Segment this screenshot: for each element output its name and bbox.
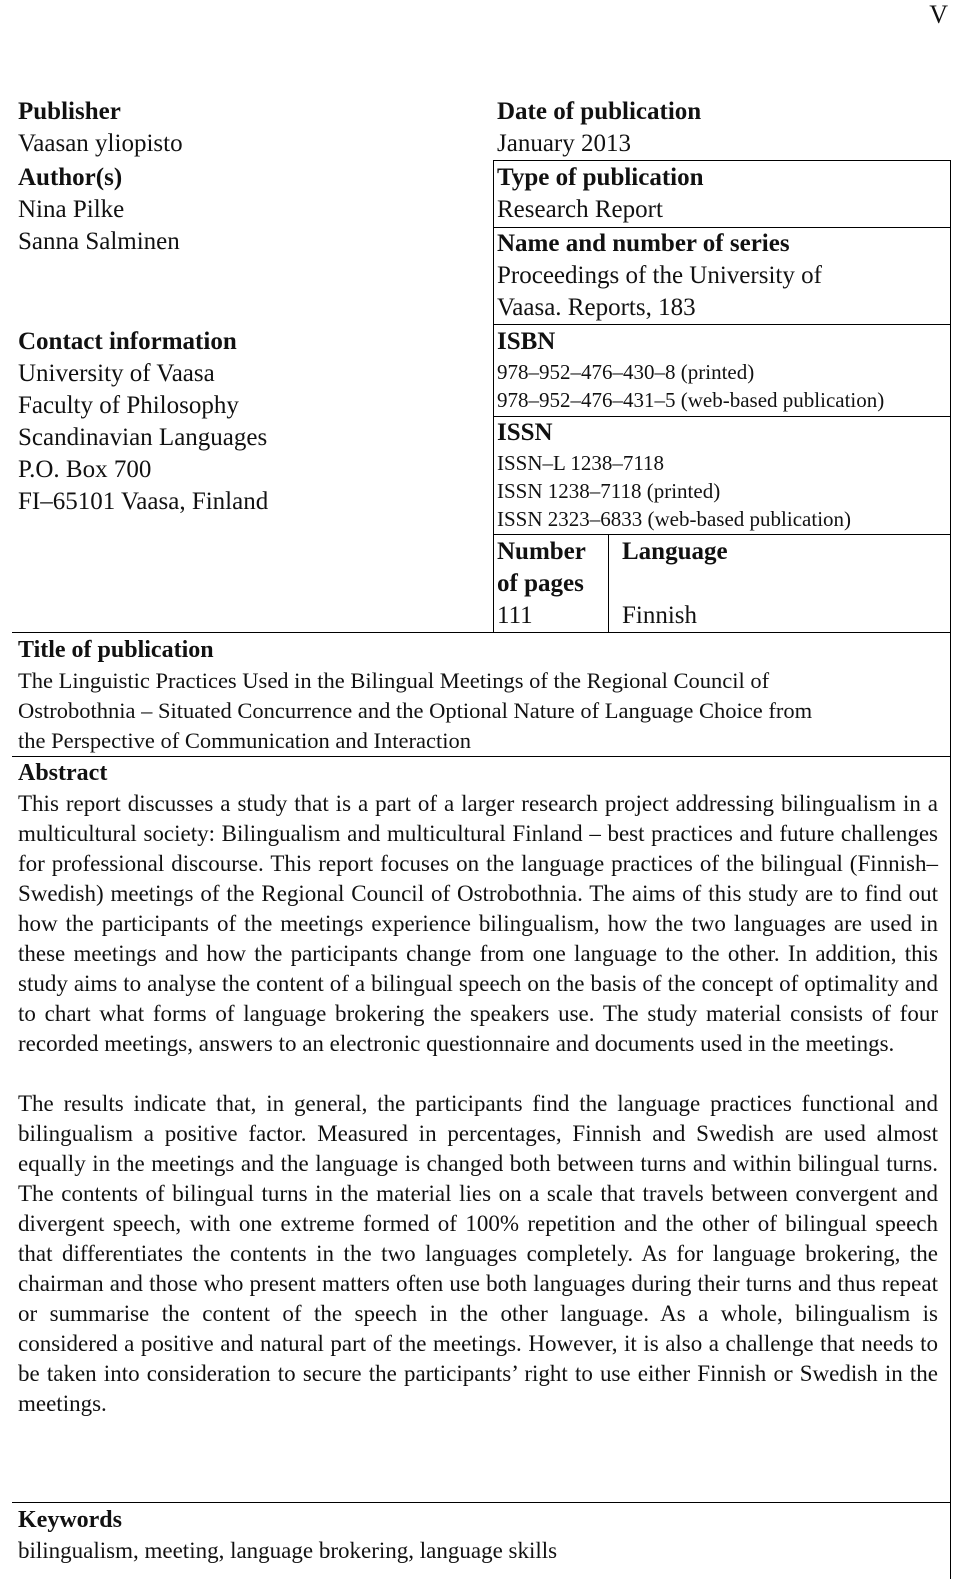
- contact-line: University of Vaasa: [18, 360, 215, 387]
- series-line: Proceedings of the University of: [497, 262, 822, 289]
- issn-line: ISSN 1238–7118 (printed): [497, 479, 721, 503]
- page-number: V: [929, 0, 948, 29]
- keywords-section: [18, 1504, 557, 1566]
- rule: [12, 1502, 950, 1503]
- series-label: Name and number of series: [497, 230, 790, 257]
- type-label: Type of publication: [497, 164, 704, 191]
- series-section: [497, 228, 822, 324]
- isbn-line: 978–952–476–430–8 (printed): [497, 360, 755, 384]
- abstract-paragraph: This report discusses a study that is a part of a larger research project addressing bilingualism in a multicultural society: Bilingualism and multicultural Finland – best practices and future challenges for professional discourse. This report focuses on the language practices of the bilingual (Finnish–Swedish) meetings of the Regional Council of Ostrobothnia. The aims of this study are to find out how the participants of the meetings experience bilingualism, how the two languages are used in these meetings and how the participants change from one language to the other. In addition, this study aims to analyse the content of a bilingual speech on the basis of the concept of optimality and to chart what forms of language brokering the speakers use. The study material consists of four recorded meetings, answers to an electronic questionnaire and documents used in the meetings.: [18, 791, 938, 1056]
- rule: [493, 160, 494, 632]
- contact-line: Scandinavian Languages: [18, 424, 268, 451]
- abstract-label: Abstract: [18, 760, 108, 786]
- isbn-section: [497, 326, 884, 414]
- contact-line: Faculty of Philosophy: [18, 392, 239, 419]
- rule: [493, 324, 950, 325]
- abstract-section: [18, 757, 938, 1419]
- issn-label: ISSN: [497, 419, 553, 446]
- publisher-label: Publisher: [18, 98, 121, 125]
- issn-line: ISSN–L 1238–7118: [497, 451, 665, 475]
- authors-section: [18, 162, 180, 258]
- contact-section: [18, 326, 268, 518]
- series-line: Vaasa. Reports, 183: [497, 294, 696, 321]
- issn-section: [497, 417, 851, 533]
- isbn-line: 978–952–476–431–5 (web-based publication): [497, 388, 885, 412]
- language-section: [622, 536, 728, 632]
- type-value: Research Report: [497, 196, 663, 223]
- rule: [608, 534, 609, 632]
- rule: [493, 534, 950, 535]
- contact-label: Contact information: [18, 328, 237, 355]
- author-name: Sanna Salminen: [18, 228, 180, 255]
- title-line: The Linguistic Practices Used in the Bilingual Meetings of the Regional Council of: [18, 668, 770, 693]
- rule: [950, 160, 951, 1579]
- date-section: [497, 96, 701, 160]
- pages-section: [497, 536, 586, 632]
- language-label: Language: [622, 538, 728, 565]
- authors-label: Author(s): [18, 164, 123, 191]
- language-value: Finnish: [622, 602, 698, 629]
- abstract-paragraph: The results indicate that, in general, the participants find the language practices functional and bilingualism a positive factor. Measured in percentages, Finnish and Swedish are used almost equally in the meetings and the language is changed both between turns and within bilingual turns. The contents of bilingual turns in the material lies on a scale that travels between convergent and divergent speech, with one extreme formed of 100% repetition and the other of bilingual speech that differentiates the contents in the two languages completely. As for language brokering, the chairman and those who present matters often use both languages during their turns and thus repeat or summarise the content of the speech in the other language. As a whole, bilingualism is considered a positive and natural part of the meetings. However, it is also a challenge that needs to be taken into consideration to secure the participants’ right to use either Finnish or Swedish in the meetings.: [18, 1091, 938, 1416]
- pages-value: 111: [497, 602, 533, 629]
- keywords-label: Keywords: [18, 1507, 122, 1533]
- date-value: January 2013: [497, 130, 631, 157]
- title-line: the Perspective of Communication and Interaction: [18, 728, 471, 753]
- type-section: [497, 162, 704, 226]
- pages-label-2: of pages: [497, 570, 584, 597]
- isbn-label: ISBN: [497, 328, 556, 355]
- title-label: Title of publication: [18, 637, 214, 663]
- rule: [12, 632, 950, 633]
- author-name: Nina Pilke: [18, 196, 125, 223]
- issn-line: ISSN 2323–6833 (web-based publication): [497, 507, 852, 531]
- title-line: Ostrobothnia – Situated Concurrence and the Optional Nature of Language Choice from: [18, 698, 813, 723]
- publisher-section: [18, 96, 183, 160]
- contact-line: P.O. Box 700: [18, 456, 152, 483]
- keywords-value: bilingualism, meeting, language brokering, language skills: [18, 1538, 558, 1563]
- publisher-value: Vaasan yliopisto: [18, 130, 183, 157]
- pages-label: Number: [497, 538, 586, 565]
- title-section: [18, 634, 943, 756]
- rule: [493, 160, 950, 161]
- date-label: Date of publication: [497, 98, 702, 125]
- contact-line: FI–65101 Vaasa, Finland: [18, 488, 269, 515]
